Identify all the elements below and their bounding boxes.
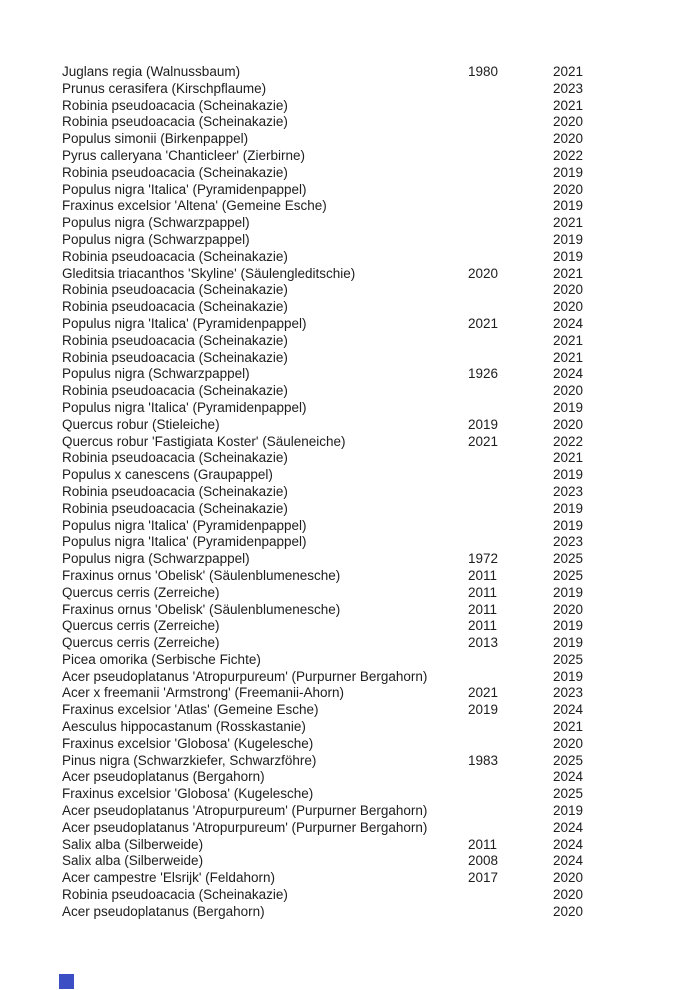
tree-row xyxy=(62,383,584,400)
tree-row xyxy=(62,585,584,602)
year-column-2: 2020 xyxy=(553,299,584,315)
year-column-1: 1926 xyxy=(468,366,499,382)
species-name: Robinia pseudoacacia (Scheinakazie) xyxy=(62,383,288,399)
year-column-1: 2017 xyxy=(468,870,499,886)
year-column-2: 2021 xyxy=(553,719,584,735)
species-name: Robinia pseudoacacia (Scheinakazie) xyxy=(62,282,288,298)
species-name: Populus nigra 'Italica' (Pyramidenpappel) xyxy=(62,315,307,331)
year-column-1 xyxy=(468,114,553,131)
tree-row xyxy=(62,467,584,484)
tree-row xyxy=(62,602,584,619)
year-column-2: 2019 xyxy=(553,618,584,634)
species-name: Acer campestre 'Elsrijk' (Feldahorn) xyxy=(62,870,275,886)
tree-row xyxy=(62,501,584,518)
tree-row xyxy=(62,786,584,803)
species-name: Picea omorika (Serbische Fichte) xyxy=(62,651,261,667)
year-column-2: 2020 xyxy=(553,870,584,886)
year-column-1: 2011 xyxy=(468,836,498,852)
year-column-1 xyxy=(468,450,553,467)
tree-row xyxy=(62,316,584,333)
year-column-2: 2020 xyxy=(553,282,584,298)
year-column-2: 2024 xyxy=(553,819,584,835)
year-column-1 xyxy=(468,148,553,165)
tree-row xyxy=(62,366,584,383)
tree-row xyxy=(62,736,584,753)
species-name: Prunus cerasifera (Kirschpflaume) xyxy=(62,80,267,96)
tree-row xyxy=(62,165,584,182)
year-column-2: 2020 xyxy=(553,383,584,399)
year-column-2: 2023 xyxy=(553,483,584,499)
tree-row xyxy=(62,769,584,786)
year-column-2: 2020 xyxy=(553,181,584,197)
tree-row xyxy=(62,148,584,165)
year-column-2: 2019 xyxy=(553,635,584,651)
species-name: Populus nigra 'Italica' (Pyramidenpappel) xyxy=(62,181,307,197)
tree-row xyxy=(62,568,584,585)
tree-row xyxy=(62,534,584,551)
tree-row xyxy=(62,81,584,98)
tree-row xyxy=(62,417,584,434)
tree-row xyxy=(62,64,584,81)
tree-row xyxy=(62,249,584,266)
species-name: Robinia pseudoacacia (Scheinakazie) xyxy=(62,114,288,130)
tree-row xyxy=(62,652,584,669)
tree-row xyxy=(62,400,584,417)
species-name: Fraxinus ornus 'Obelisk' (Säulenblumenesche) xyxy=(62,567,341,583)
species-name: Acer x freemanii 'Armstrong' (Freemanii-Ahorn) xyxy=(62,685,344,701)
tree-row xyxy=(62,719,584,736)
species-name: Populus nigra (Schwarzpappel) xyxy=(62,551,250,567)
tree-row xyxy=(62,803,584,820)
tree-row xyxy=(62,618,584,635)
species-name: Fraxinus excelsior 'Atlas' (Gemeine Esche) xyxy=(62,702,319,718)
species-name: Populus nigra 'Italica' (Pyramidenpappel) xyxy=(62,399,307,415)
year-column-1 xyxy=(468,333,553,350)
year-column-1 xyxy=(468,769,553,786)
species-name: Fraxinus excelsior 'Globosa' (Kugelesche) xyxy=(62,735,314,751)
year-column-1 xyxy=(468,501,553,518)
year-column-1: 2021 xyxy=(468,685,499,701)
year-column-1 xyxy=(468,484,553,501)
species-name: Robinia pseudoacacia (Scheinakazie) xyxy=(62,500,288,516)
species-name: Pyrus calleryana 'Chanticleer' (Zierbirne) xyxy=(62,147,305,163)
year-column-2: 2020 xyxy=(553,131,584,147)
year-column-2: 2024 xyxy=(553,836,584,852)
year-column-2: 2019 xyxy=(553,517,584,533)
species-name: Robinia pseudoacacia (Scheinakazie) xyxy=(62,349,288,365)
year-column-2: 2019 xyxy=(553,467,584,483)
year-column-1 xyxy=(468,518,553,535)
year-column-2: 2021 xyxy=(553,64,584,79)
year-column-1 xyxy=(468,887,553,904)
year-column-1 xyxy=(468,98,553,115)
year-column-1 xyxy=(468,81,553,98)
year-column-2: 2024 xyxy=(553,769,584,785)
year-column-1 xyxy=(468,215,553,232)
tree-row xyxy=(62,753,584,770)
year-column-1 xyxy=(468,652,553,669)
species-name: Salix alba (Silberweide) xyxy=(62,836,204,852)
year-column-1 xyxy=(468,198,553,215)
year-column-2: 2019 xyxy=(553,231,584,247)
year-column-1: 2011 xyxy=(468,567,498,583)
tree-row xyxy=(62,669,584,686)
year-column-2: 2020 xyxy=(553,903,584,919)
year-column-1 xyxy=(468,820,553,837)
species-name: Populus nigra 'Italica' (Pyramidenpappel) xyxy=(62,534,307,550)
year-column-2: 2025 xyxy=(553,651,584,667)
tree-row xyxy=(62,870,584,887)
species-name: Fraxinus excelsior 'Globosa' (Kugelesche) xyxy=(62,786,314,802)
year-column-2: 2020 xyxy=(553,735,584,751)
year-column-1 xyxy=(468,350,553,367)
year-column-2: 2024 xyxy=(553,315,584,331)
year-column-2: 2022 xyxy=(553,433,584,449)
year-column-2: 2021 xyxy=(553,332,584,348)
page-marker-square xyxy=(59,974,74,989)
year-column-2: 2021 xyxy=(553,450,584,466)
year-column-2: 2024 xyxy=(553,366,584,382)
year-column-2: 2019 xyxy=(553,803,584,819)
year-column-1 xyxy=(468,669,553,686)
year-column-2: 2022 xyxy=(553,147,584,163)
year-column-1 xyxy=(468,232,553,249)
species-name: Salix alba (Silberweide) xyxy=(62,853,204,869)
tree-row xyxy=(62,232,584,249)
year-column-2: 2023 xyxy=(553,685,584,701)
tree-row xyxy=(62,198,584,215)
year-column-1 xyxy=(468,534,553,551)
tree-row xyxy=(62,887,584,904)
year-column-2: 2019 xyxy=(553,668,584,684)
tree-row xyxy=(62,837,584,854)
year-column-1: 1983 xyxy=(468,752,499,768)
year-column-1: 2013 xyxy=(468,635,499,651)
species-name: Populus nigra (Schwarzpappel) xyxy=(62,215,250,231)
year-column-2: 2021 xyxy=(553,349,584,365)
year-column-1: 2011 xyxy=(468,584,498,600)
species-name: Populus nigra 'Italica' (Pyramidenpappel) xyxy=(62,517,307,533)
tree-row xyxy=(62,434,584,451)
year-column-1: 2020 xyxy=(468,265,499,281)
year-column-1 xyxy=(468,282,553,299)
year-column-2: 2019 xyxy=(553,584,584,600)
year-column-1: 2011 xyxy=(468,601,498,617)
species-name: Populus nigra (Schwarzpappel) xyxy=(62,231,250,247)
tree-row xyxy=(62,350,584,367)
tree-row xyxy=(62,551,584,568)
year-column-1 xyxy=(468,803,553,820)
species-name: Acer pseudoplatanus (Bergahorn) xyxy=(62,769,265,785)
species-name: Quercus robur (Stieleiche) xyxy=(62,416,220,432)
tree-row xyxy=(62,635,584,652)
tree-row xyxy=(62,131,584,148)
year-column-1 xyxy=(468,786,553,803)
year-column-2: 2021 xyxy=(553,265,584,281)
year-column-1: 2021 xyxy=(468,433,499,449)
tree-row xyxy=(62,904,584,921)
species-name: Gleditsia triacanthos 'Skyline' (Säulengleditschie) xyxy=(62,265,356,281)
tree-row xyxy=(62,114,584,131)
year-column-1: 1972 xyxy=(468,551,499,567)
species-name: Robinia pseudoacacia (Scheinakazie) xyxy=(62,248,288,264)
species-name: Quercus robur 'Fastigiata Koster' (Säuleneiche) xyxy=(62,433,346,449)
year-column-2: 2024 xyxy=(553,853,584,869)
year-column-1: 2019 xyxy=(468,702,499,718)
year-column-1 xyxy=(468,904,553,921)
year-column-2: 2021 xyxy=(553,97,584,113)
year-column-1: 1980 xyxy=(468,64,499,79)
year-column-1: 2008 xyxy=(468,853,499,869)
species-name: Populus simonii (Birkenpappel) xyxy=(62,131,249,147)
year-column-2: 2023 xyxy=(553,534,584,550)
tree-row xyxy=(62,702,584,719)
species-name: Juglans regia (Walnussbaum) xyxy=(62,64,241,79)
species-name: Quercus cerris (Zerreiche) xyxy=(62,584,220,600)
tree-row xyxy=(62,685,584,702)
year-column-1: 2019 xyxy=(468,416,499,432)
species-name: Populus x canescens (Graupappel) xyxy=(62,467,273,483)
tree-row xyxy=(62,450,584,467)
year-column-1 xyxy=(468,719,553,736)
species-name: Robinia pseudoacacia (Scheinakazie) xyxy=(62,887,288,903)
year-column-2: 2019 xyxy=(553,164,584,180)
year-column-2: 2019 xyxy=(553,500,584,516)
year-column-1 xyxy=(468,249,553,266)
year-column-2: 2021 xyxy=(553,215,584,231)
year-column-1 xyxy=(468,131,553,148)
species-name: Robinia pseudoacacia (Scheinakazie) xyxy=(62,299,288,315)
tree-row xyxy=(62,484,584,501)
tree-row xyxy=(62,266,584,283)
species-name: Robinia pseudoacacia (Scheinakazie) xyxy=(62,332,288,348)
tree-row xyxy=(62,299,584,316)
year-column-2: 2020 xyxy=(553,114,584,130)
species-name: Quercus cerris (Zerreiche) xyxy=(62,635,220,651)
year-column-1 xyxy=(468,467,553,484)
year-column-2: 2020 xyxy=(553,601,584,617)
year-column-2: 2024 xyxy=(553,702,584,718)
year-column-1: 2021 xyxy=(468,315,499,331)
species-name: Pinus nigra (Schwarzkiefer, Schwarzföhre) xyxy=(62,752,317,768)
year-column-2: 2025 xyxy=(553,551,584,567)
year-column-1 xyxy=(468,182,553,199)
tree-row xyxy=(62,98,584,115)
year-column-2: 2019 xyxy=(553,198,584,214)
year-column-2: 2023 xyxy=(553,80,584,96)
year-column-1 xyxy=(468,383,553,400)
year-column-2: 2025 xyxy=(553,786,584,802)
year-column-1: 2011 xyxy=(468,618,498,634)
species-name: Acer pseudoplatanus 'Atropurpureum' (Purpurner Bergahorn) xyxy=(62,819,428,835)
year-column-1 xyxy=(468,400,553,417)
year-column-1 xyxy=(468,299,553,316)
year-column-2: 2025 xyxy=(553,567,584,583)
species-name: Robinia pseudoacacia (Scheinakazie) xyxy=(62,164,288,180)
tree-table-body xyxy=(62,64,584,921)
tree-row xyxy=(62,282,584,299)
species-name: Acer pseudoplatanus (Bergahorn) xyxy=(62,903,265,919)
tree-row xyxy=(62,215,584,232)
species-name: Aesculus hippocastanum (Rosskastanie) xyxy=(62,719,306,735)
year-column-2: 2019 xyxy=(553,248,584,264)
year-column-2: 2020 xyxy=(553,416,584,432)
year-column-1 xyxy=(468,736,553,753)
year-column-2: 2020 xyxy=(553,887,584,903)
tree-row xyxy=(62,820,584,837)
tree-row xyxy=(62,518,584,535)
species-name: Acer pseudoplatanus 'Atropurpureum' (Purpurner Bergahorn) xyxy=(62,803,428,819)
year-column-2: 2019 xyxy=(553,399,584,415)
species-name: Fraxinus excelsior 'Altena' (Gemeine Esche) xyxy=(62,198,327,214)
species-name: Quercus cerris (Zerreiche) xyxy=(62,618,220,634)
species-name: Robinia pseudoacacia (Scheinakazie) xyxy=(62,483,288,499)
tree-row xyxy=(62,333,584,350)
species-name: Acer pseudoplatanus 'Atropurpureum' (Purpurner Bergahorn) xyxy=(62,668,428,684)
species-name: Fraxinus ornus 'Obelisk' (Säulenblumenesche) xyxy=(62,601,341,617)
tree-row xyxy=(62,182,584,199)
year-column-1 xyxy=(468,165,553,182)
species-name: Robinia pseudoacacia (Scheinakazie) xyxy=(62,97,288,113)
species-name: Robinia pseudoacacia (Scheinakazie) xyxy=(62,450,288,466)
year-column-2: 2025 xyxy=(553,752,584,768)
tree-row xyxy=(62,853,584,870)
species-name: Populus nigra (Schwarzpappel) xyxy=(62,366,250,382)
